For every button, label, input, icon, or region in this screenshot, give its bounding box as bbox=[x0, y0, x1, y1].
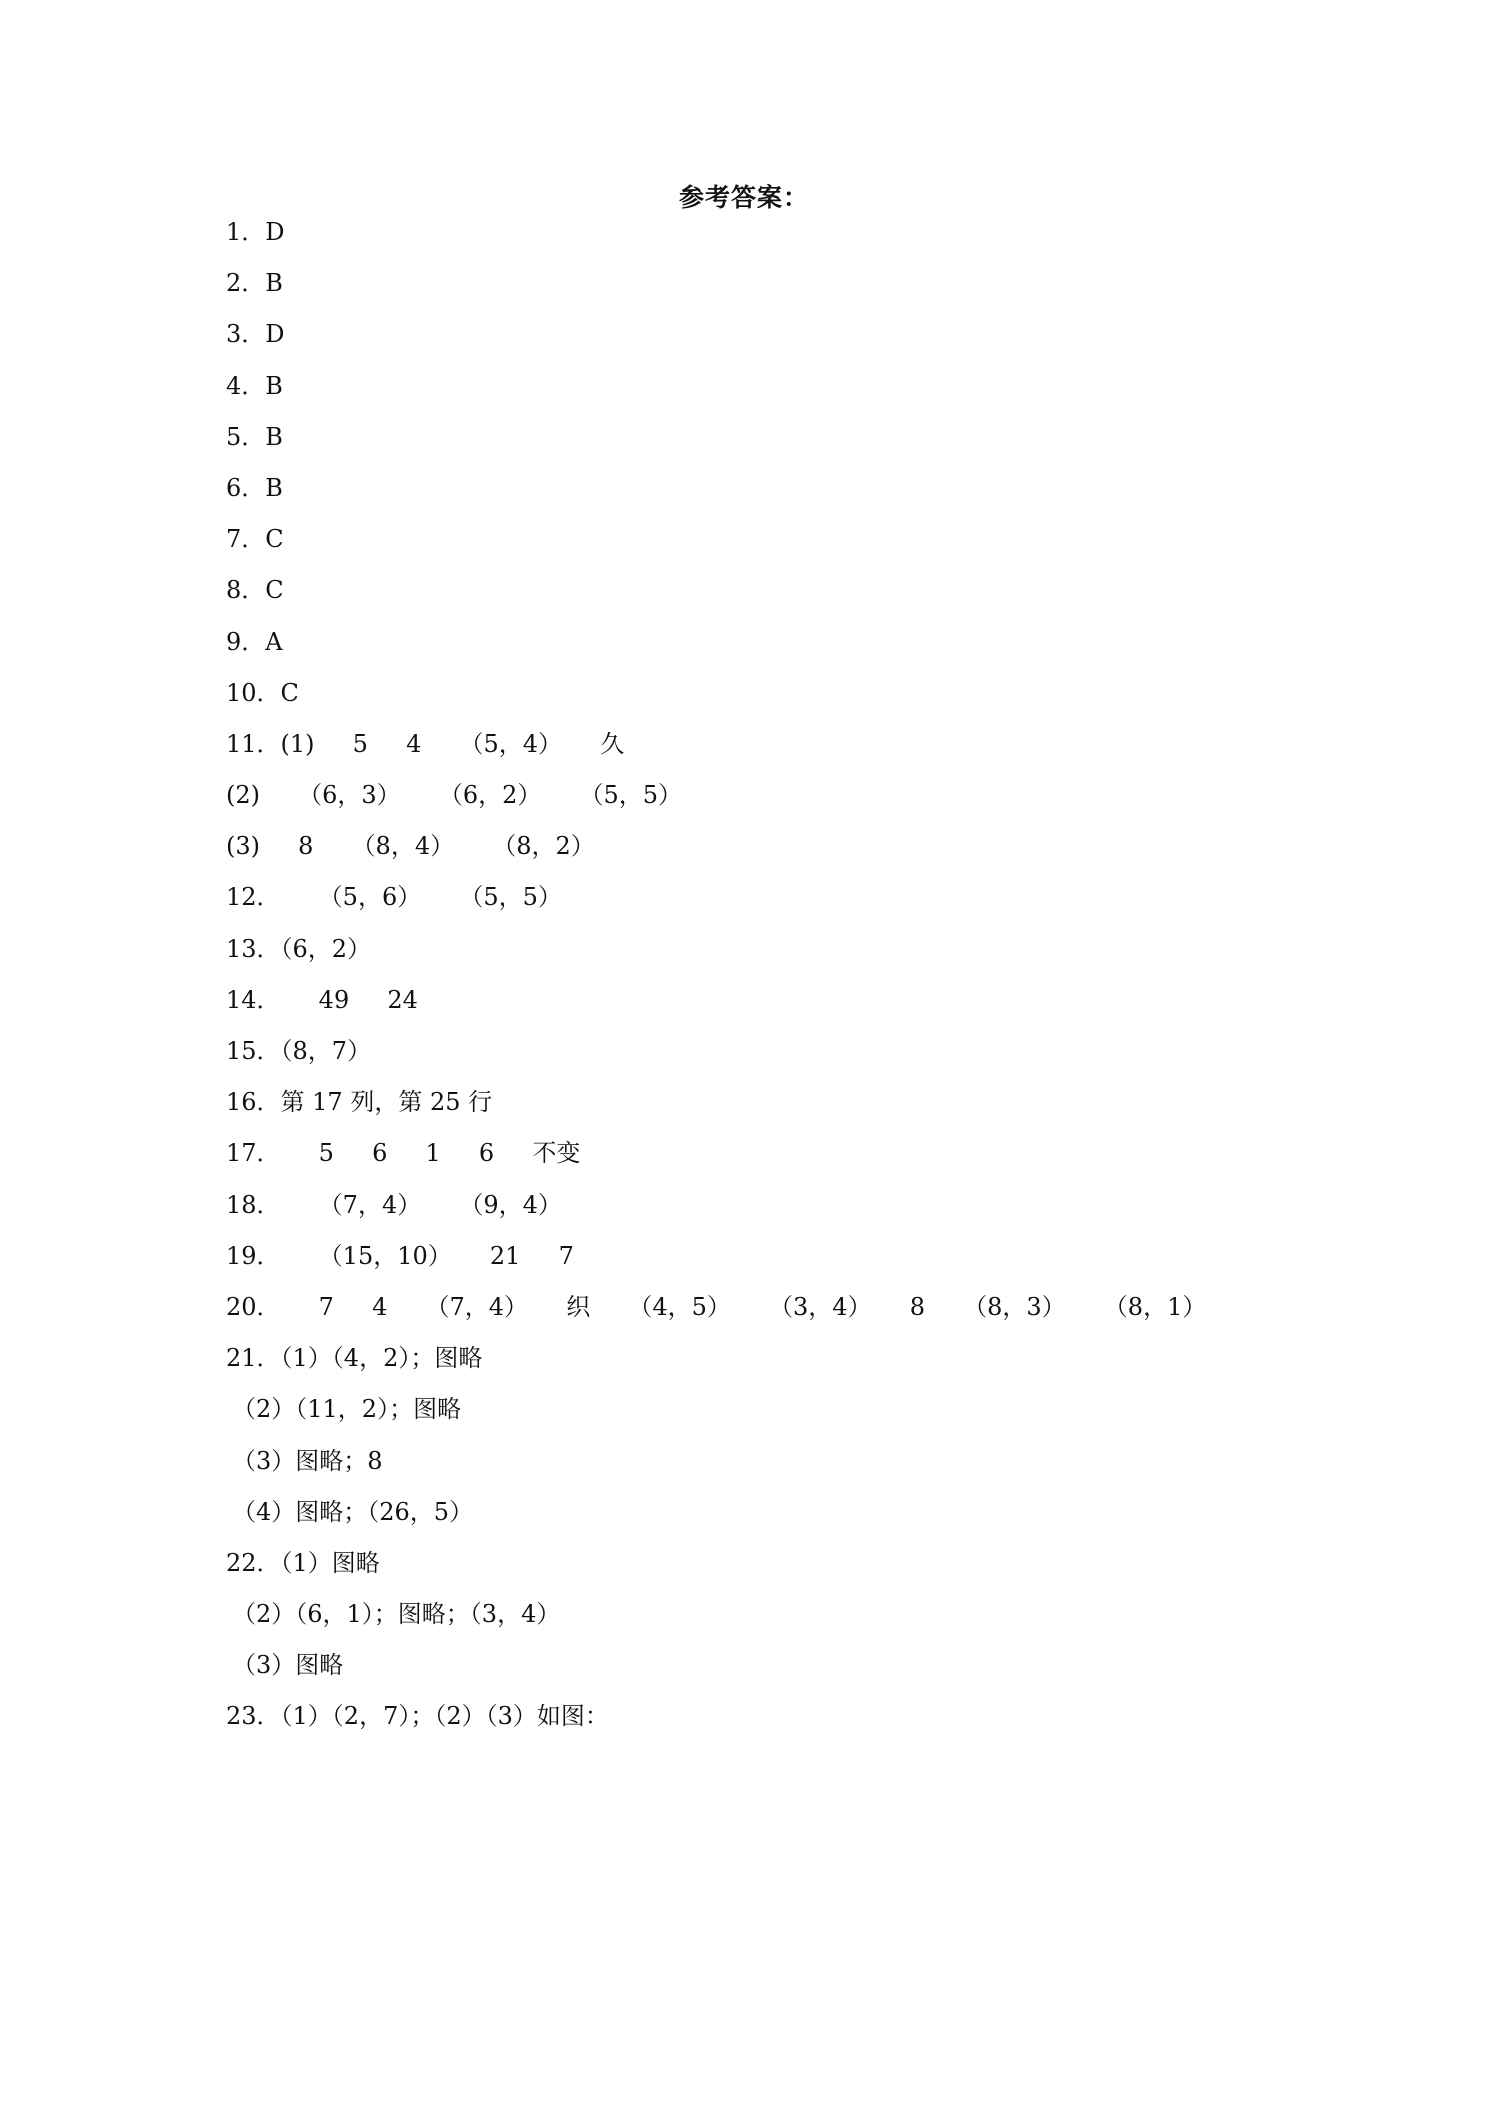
answer-line: （2）（11，2）；图略 bbox=[232, 1395, 462, 1424]
answer-line: 2．B bbox=[226, 269, 283, 298]
answer-line: 8．C bbox=[226, 576, 284, 605]
page-title: 参考答案： bbox=[678, 183, 809, 212]
answer-line: 14． 49 24 bbox=[226, 985, 418, 1014]
answer-list bbox=[226, 214, 1326, 1750]
answer-line: (2) （6，3） （6，2） （5，5） bbox=[226, 781, 683, 810]
answer-line: （3）图略 bbox=[232, 1651, 344, 1680]
answer-line: （4）图略；（26，5） bbox=[232, 1497, 474, 1526]
answer-line: 16．第 17 列，第 25 行 bbox=[226, 1088, 493, 1117]
answer-line: 15．（8，7） bbox=[226, 1037, 372, 1065]
answer-line: 17． 5 6 1 6 不变 bbox=[226, 1139, 581, 1168]
answer-line: 13．（6，2） bbox=[226, 934, 372, 963]
answer-line: （2）（6，1）；图略；（3，4） bbox=[232, 1600, 561, 1629]
answer-line: (3) 8 （8，4） （8，2） bbox=[226, 832, 595, 861]
answer-line: 20． 7 4 （7，4） 织 （4，5） （3，4） 8 （8，3） （8，1） bbox=[226, 1292, 1207, 1321]
answer-line: 7．C bbox=[226, 525, 284, 554]
answer-line: 4．B bbox=[226, 371, 283, 400]
answer-line: （3）图略；8 bbox=[232, 1446, 383, 1475]
answer-line: 18． （7，4） （9，4） bbox=[226, 1190, 562, 1219]
answer-line: 23．（1）（2，7）；（2）（3）如图： bbox=[226, 1702, 609, 1731]
answer-line: 12． （5，6） （5，5） bbox=[226, 883, 562, 912]
answer-line: 22．（1）图略 bbox=[226, 1548, 380, 1577]
answer-line: 3．D bbox=[226, 320, 285, 349]
answer-line: 19． （15，10） 21 7 bbox=[226, 1241, 574, 1270]
answer-line: 9．A bbox=[226, 627, 283, 656]
answer-line: 5．B bbox=[226, 422, 283, 451]
answer-line: 21．（1）（4，2）；图略 bbox=[226, 1344, 483, 1373]
answer-line: 1．D bbox=[226, 218, 285, 246]
answer-line: 10．C bbox=[226, 678, 299, 707]
answer-line: 11．(1) 5 4 （5，4） 久 bbox=[226, 729, 625, 758]
answer-line: 6．B bbox=[226, 473, 283, 502]
